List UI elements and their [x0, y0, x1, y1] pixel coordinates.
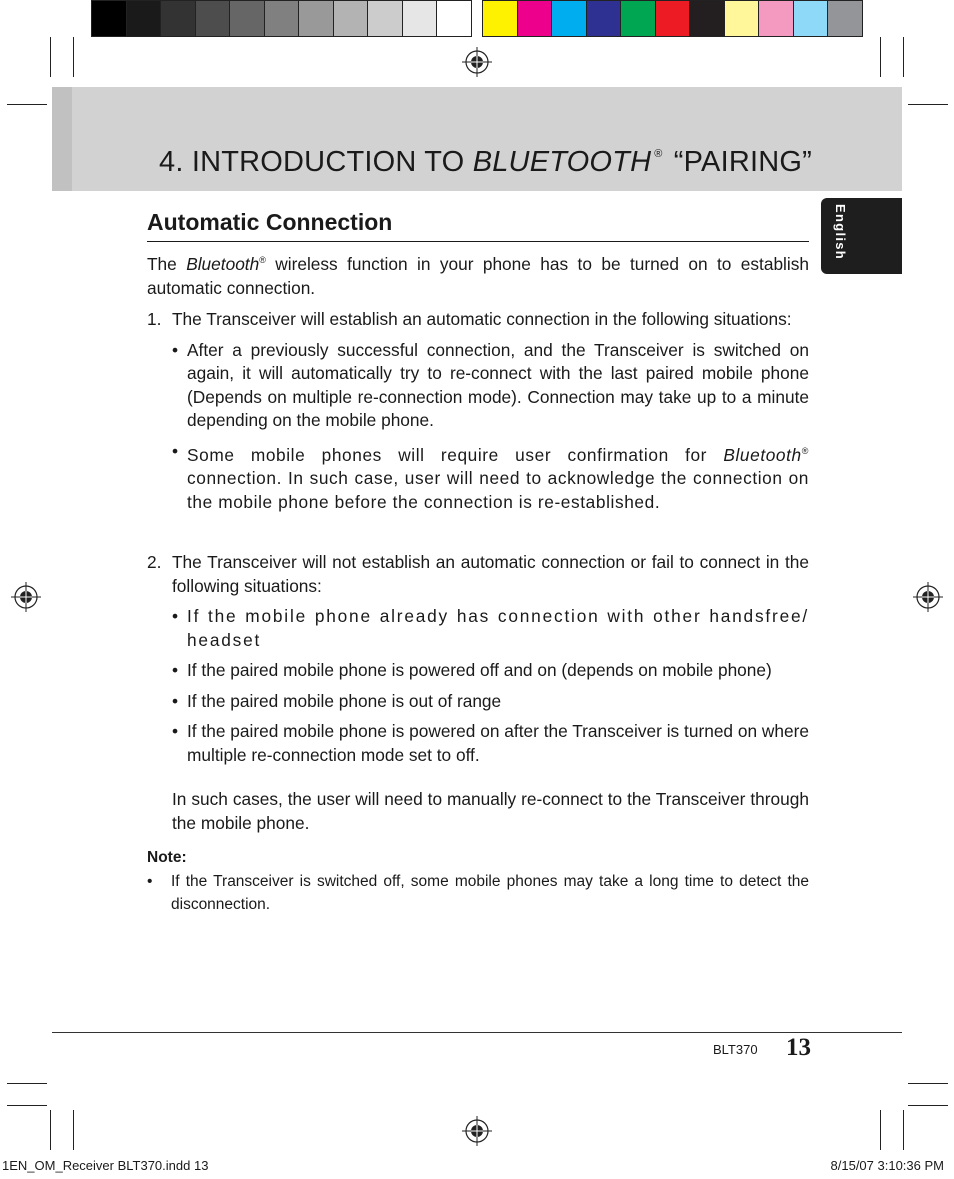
print-slug-filename: 1EN_OM_Receiver BLT370.indd 13 [2, 1158, 209, 1173]
crop-mark [7, 1083, 47, 1084]
color-swatch [656, 1, 691, 36]
color-swatch [403, 1, 438, 36]
crop-mark [50, 1110, 51, 1150]
color-swatch [437, 1, 471, 36]
color-swatch [299, 1, 334, 36]
model-number: BLT370 [713, 1042, 758, 1057]
situation-list [147, 308, 809, 835]
list-item: 1. The Transceiver will establish an automatic connection in the following situations: • After a previously successful connection, and the Transceiver is switched on again, it will automatically try to re-connect with the last paired mobile phone (Depends on multiple re-connection mode). Connection may take up to a minute depending on the mobile phone. • Some mobile phones will require user confirmation for Bluetooth® connection. In such case, user will need to acknowledge the connection on the mobile phone before the connection is re-established. [147, 308, 809, 514]
print-slug-timestamp: 8/15/07 3:10:36 PM [830, 1158, 944, 1173]
color-swatch [828, 1, 862, 36]
registration-mark-icon [462, 47, 492, 77]
crop-mark [7, 1105, 47, 1106]
crop-mark [7, 104, 47, 105]
color-swatch [518, 1, 553, 36]
main-content [147, 207, 809, 916]
crop-mark [903, 1110, 904, 1150]
crop-mark [908, 104, 948, 105]
bullet-item: • If the mobile phone already has connection with other handsfree/ headset [172, 606, 809, 650]
crop-mark [908, 1105, 948, 1106]
color-swatch [368, 1, 403, 36]
color-swatch [552, 1, 587, 36]
language-tab [821, 198, 902, 274]
page-number: 13 [786, 1034, 811, 1061]
crop-mark [880, 1110, 881, 1150]
note-text: • If the Transceiver is switched off, some mobile phones may take a long time to detect the disconnection. [147, 873, 809, 913]
color-swatch [196, 1, 231, 36]
list-item: 2. The Transceiver will not establish an automatic connection or fail to connect in the following situations: • If the mobile phone already has connection with other handsfree/ headset • If the paired mobile phone is powered off and on (depends on mobile phone) • If the paired mobile phone is out of range • If the paired mobile phone is powered on after the Transceiver is turned on where multiple re-connection mode set to off. In such cases, the user will need to manually re-connect to the Transceiver through the mobile phone. [147, 551, 809, 835]
color-swatch [127, 1, 162, 36]
followup-paragraph: In such cases, the user will need to manually re-connect to the Transceiver through the mobile phone. [172, 789, 809, 833]
bullet-item: • If the paired mobile phone is powered off and on (depends on mobile phone) [172, 660, 772, 680]
color-swatch [230, 1, 265, 36]
grayscale-color-bar [91, 0, 472, 37]
bullet-item: • After a previously successful connection, and the Transceiver is switched on again, it will automatically try to re-connect with the last paired mobile phone (Depends on multiple re-connection mode). Connection may take up to a minute depending on the mobile phone. [172, 339, 809, 430]
chapter-title: 4. INTRODUCTION TO BLUETOOTH ® “PAIRING” [158, 146, 812, 178]
color-swatch [265, 1, 300, 36]
bullet-list [172, 339, 809, 515]
crop-mark [880, 37, 881, 77]
color-swatch [92, 1, 127, 36]
intro-paragraph: The Bluetooth® wireless function in your phone has to be turned on to establish automatic connection. [147, 254, 809, 298]
color-swatch [759, 1, 794, 36]
section-heading: Automatic Connection [147, 207, 809, 242]
crop-mark [73, 1110, 74, 1150]
registration-mark-icon [11, 582, 41, 612]
color-swatch [725, 1, 760, 36]
bullet-item: • Some mobile phones will require user confirmation for Bluetooth® connection. In such case, user will need to acknowledge the connection on the mobile phone before the connection is re-established. [172, 440, 809, 512]
language-tab-label: English [833, 204, 848, 261]
registration-mark-icon [462, 1116, 492, 1146]
footer-rule [52, 1032, 902, 1033]
crop-mark [903, 37, 904, 77]
color-swatch [794, 1, 829, 36]
crop-mark [908, 1083, 948, 1084]
color-swatch [334, 1, 369, 36]
color-swatch [483, 1, 518, 36]
color-swatch [161, 1, 196, 36]
note-label: Note: [147, 849, 187, 866]
bullet-list [172, 605, 809, 767]
color-swatch [587, 1, 622, 36]
bullet-item: • If the paired mobile phone is powered on after the Transceiver is turned on where multiple re-connection mode set to off. [172, 721, 809, 765]
registration-mark-icon [913, 582, 943, 612]
process-color-bar [482, 0, 863, 37]
color-swatch [621, 1, 656, 36]
crop-mark [73, 37, 74, 77]
bullet-item: • If the paired mobile phone is out of range [172, 690, 502, 711]
color-swatch [690, 1, 725, 36]
crop-mark [50, 37, 51, 77]
